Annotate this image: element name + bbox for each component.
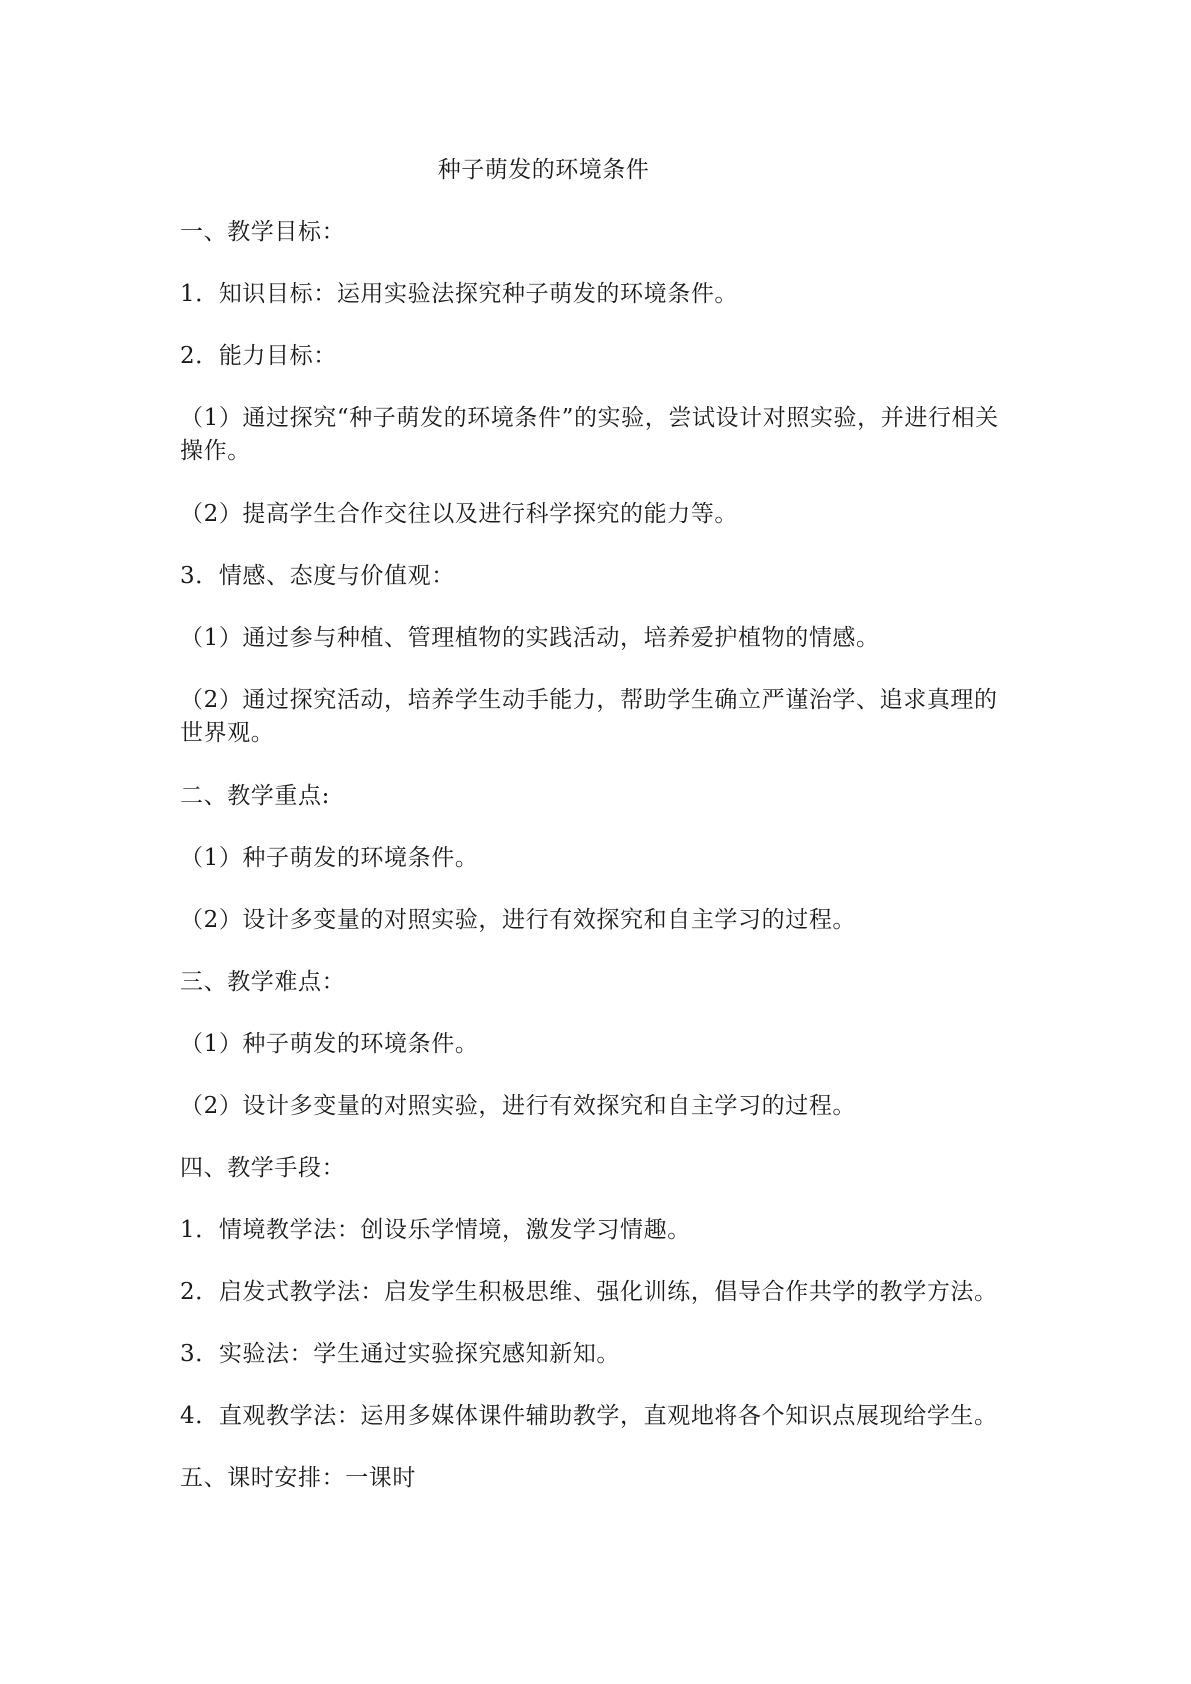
key-point-item-2: （2）设计多变量的对照实验，进行有效探究和自主学习的过程。 xyxy=(180,907,857,933)
objective-attitude-item-2: （2）通过探究活动，培养学生动手能力，帮助学生确立严谨治学、追求真理的世界观。 xyxy=(180,687,998,746)
objective-ability-item-2: （2）提高学生合作交往以及进行科学探究的能力等。 xyxy=(180,501,739,527)
section-heading-schedule: 五、课时安排：一课时 xyxy=(180,1465,416,1491)
method-item-1: 1．情境教学法：创设乐学情境，激发学习情趣。 xyxy=(180,1217,691,1243)
document-title: 种子萌发的环境条件 xyxy=(437,157,650,183)
objective-attitude-heading: 3．情感、态度与价值观： xyxy=(180,563,455,589)
difficulty-item-2: （2）设计多变量的对照实验，进行有效探究和自主学习的过程。 xyxy=(180,1093,857,1119)
section-heading-key-points: 二、教学重点: xyxy=(180,783,330,809)
method-item-4: 4．直观教学法：运用多媒体课件辅助教学，直观地将各个知识点展现给学生。 xyxy=(180,1403,998,1429)
difficulty-item-1: （1）种子萌发的环境条件。 xyxy=(180,1031,479,1057)
section-heading-difficulties: 三、教学难点： xyxy=(180,969,346,995)
section-heading-objectives: 一、教学目标： xyxy=(180,219,346,245)
document-body xyxy=(180,216,1010,1524)
objective-ability-heading: 2．能力目标： xyxy=(180,343,337,369)
key-point-item-1: （1）种子萌发的环境条件。 xyxy=(180,845,479,871)
objective-ability-item-1: （1）通过探究“种子萌发的环境条件”的实验，尝试设计对照实验，并进行相关操作。 xyxy=(180,405,999,464)
objective-attitude-item-1: （1）通过参与种植、管理植物的实践活动，培养爱护植物的情感。 xyxy=(180,625,880,651)
method-item-2: 2．启发式教学法：启发学生积极思维、强化训练，倡导合作共学的教学方法。 xyxy=(180,1279,998,1305)
section-heading-methods: 四、教学手段： xyxy=(180,1155,346,1181)
objective-knowledge: 1．知识目标：运用实验法探究种子萌发的环境条件。 xyxy=(180,281,739,307)
method-item-3: 3．实验法：学生通过实验探究感知新知。 xyxy=(180,1341,621,1367)
